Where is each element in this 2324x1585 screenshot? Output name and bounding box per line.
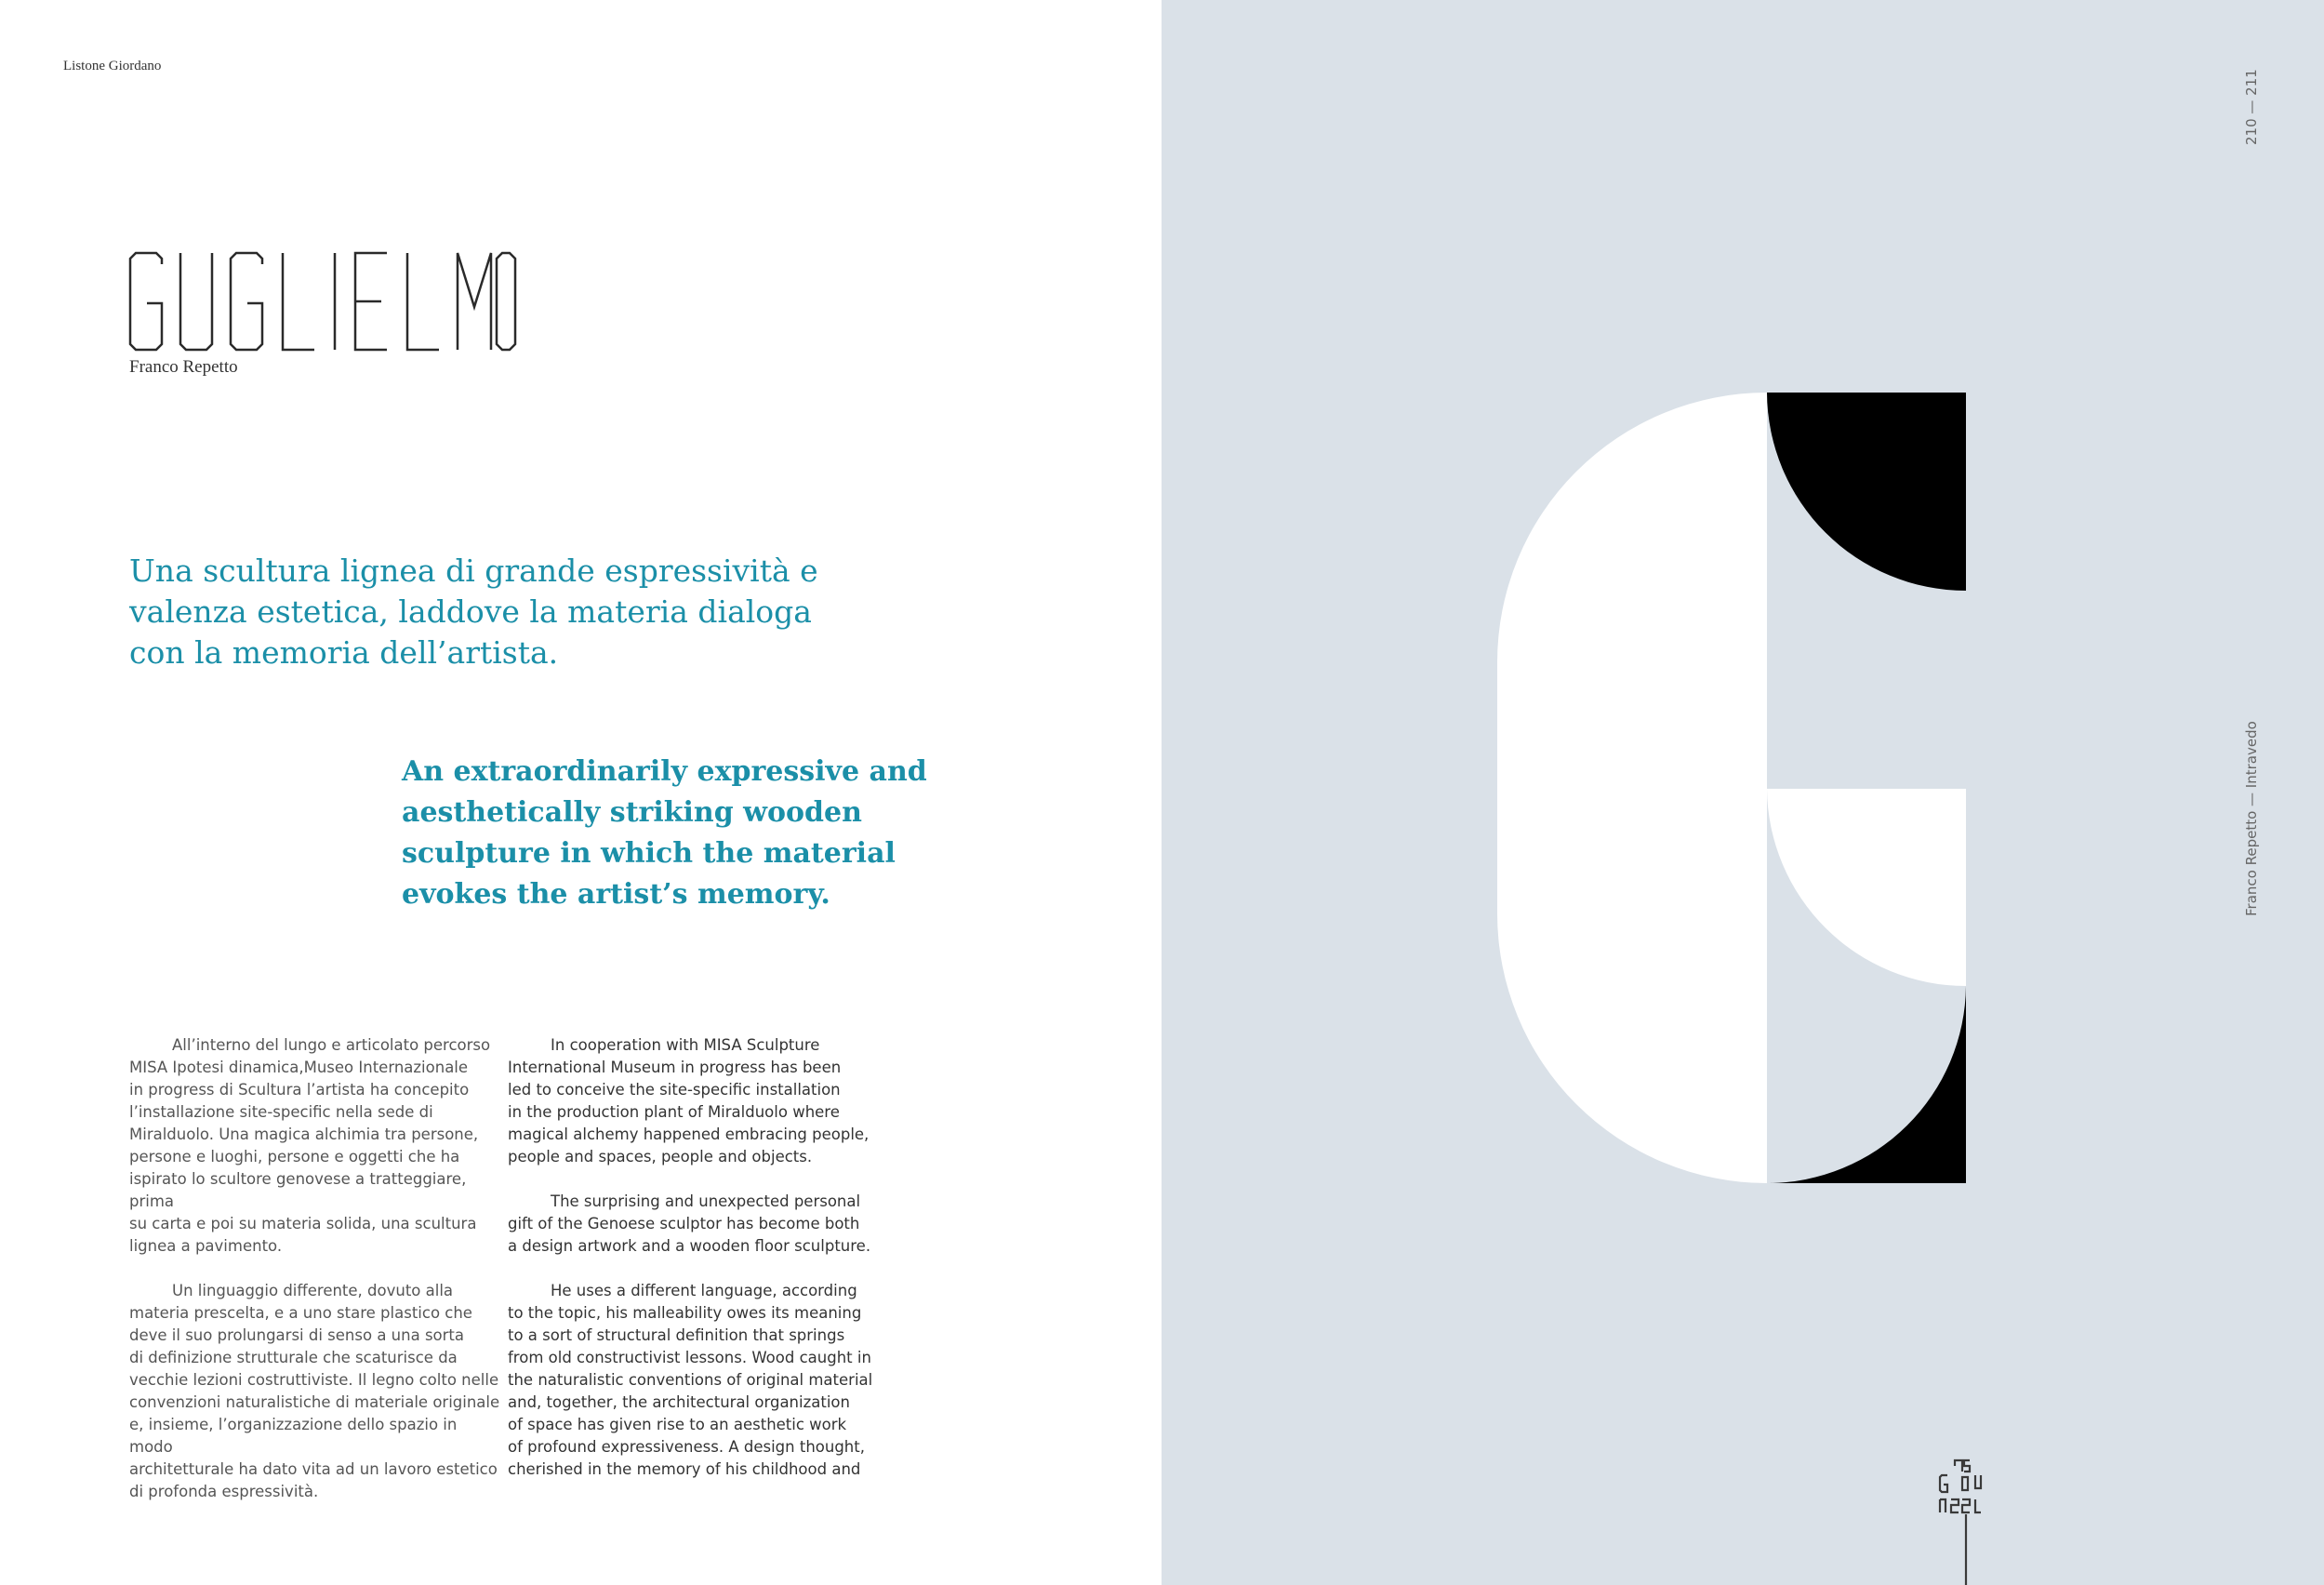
body-paragraph: In cooperation with MISA Sculpture International Museum in progress has been led to conceive the site-specific installation in the production plant of Miralduolo where magical alchemy happened embracing people, people and spaces, people and objects. [508,1036,870,1165]
letter-g-artwork [1488,391,1972,1191]
side-caption: Franco Repetto — Intravedo [2243,721,2260,916]
body-paragraph: Un linguaggio differente, dovuto alla materia prescelta, e a uno stare plastico che deve il suo prolungarsi di senso a una sorta di definizione strutturale che scaturisce da vecchie lezioni costruttiviste. Il legno colto nelle convenzioni naturalistiche di materiale originale e, insieme, l’organizzazione dello spazio in modo architetturale ha dato vita ad un lavoro estetico di profonda espressività. [129,1282,500,1500]
black-quarter-top [1767,393,1966,591]
body-paragraph: The surprising and unexpected personal gift of the Genoese sculptor has become both a design artwork and a wooden floor sculpture. [508,1192,871,1255]
running-head: Listone Giordano [63,59,162,73]
white-half-stadium [1497,393,1767,1183]
title-guglielmo [128,251,528,353]
page-folio: 210 — 211 [2243,69,2260,145]
body-column-italian [129,1034,501,1525]
white-quarter-middle [1767,789,1966,986]
quote-italian: Una scultura lignea di grande espressività e valenza estetica, laddove la materia dialoga con la memoria dell’artista. [129,553,818,671]
body-paragraph: He uses a different language, according to the topic, his malleability owes its meaning to a sort of structural definition that springs from old constructivist lessons. Wood caught in the naturalistic conventions of original material and, together, the architectural organization of space has given rise to an aesthetic work of profound expressiveness. A design thought, cherished in the memory of his childhood and [508,1282,873,1478]
author: Franco Repetto [129,357,238,377]
black-quarter-bottom [1767,986,1966,1183]
guglielmo-logo-icon [1934,1458,2009,1585]
body-paragraph: All’interno del lungo e articolato percorso MISA Ipotesi dinamica,Museo Internazionale in progress di Scultura l’artista ha concepito l’installazione site-specific nella sede di Miralduolo. Una magica alchimia tra persone, persone e luoghi, persone e oggetti che ha ispirato lo scultore genovese a tratteggiare, prima su carta e poi su materia solida, una scultura lignea a pavimento. [129,1036,491,1255]
body-column-english [508,1034,880,1503]
quote-english: An extraordinarily expressive and aesthetically striking wooden sculpture in which the material evokes the artist’s memory. [402,755,927,911]
